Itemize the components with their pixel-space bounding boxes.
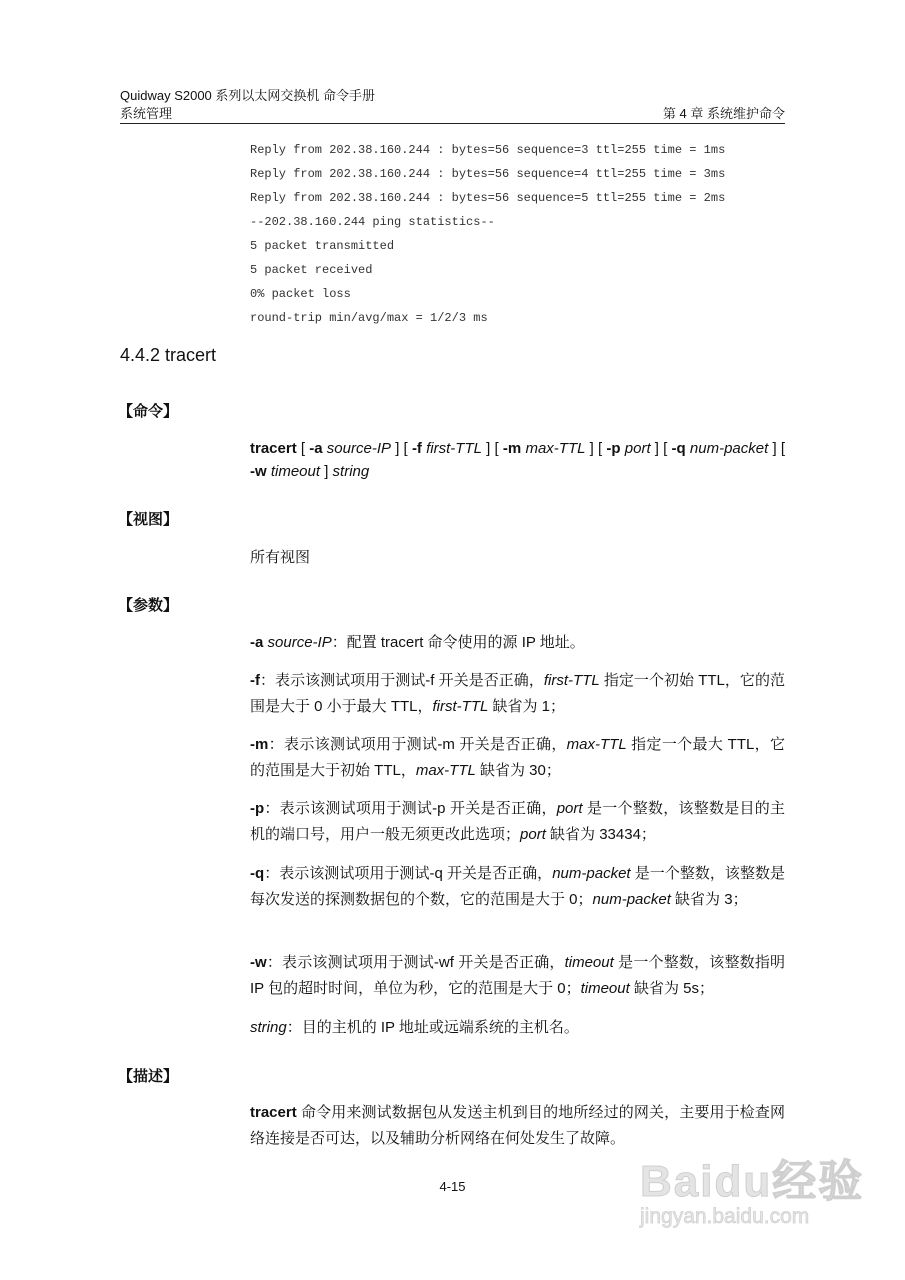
code-line: Reply from 202.38.160.244 : bytes=56 sequence=3 ttl=255 time = 1ms [250, 143, 726, 157]
argument: num-packet [592, 890, 671, 908]
text-segment: ] [320, 463, 333, 480]
code-line: Reply from 202.38.160.244 : bytes=56 sequence=4 ttl=255 time = 3ms [250, 167, 726, 181]
header-chapter: 第 4 章 系统维护命令 [662, 106, 785, 121]
description-text [250, 1100, 785, 1151]
keyword: -m [250, 736, 269, 753]
keyword: -a [309, 440, 323, 457]
code-line: --202.38.160.244 ping statistics-- [250, 215, 495, 229]
code-line: 5 packet transmitted [250, 239, 395, 253]
text-segment: 缺省为 3； [670, 890, 748, 908]
header-title: Quidway S2000 系列以太网交换机 命令手册 [120, 88, 376, 103]
param-f [250, 668, 785, 719]
label-view: 【视图】 [118, 511, 179, 528]
label-params: 【参数】 [118, 597, 179, 614]
label-command: 【命令】 [118, 403, 179, 420]
header-rule [120, 123, 785, 124]
keyword: -w [250, 463, 267, 480]
argument: string [250, 1019, 287, 1036]
text-segment: ] [ [585, 440, 607, 457]
keyword: -f [250, 672, 260, 689]
text-segment: ] [ [481, 440, 503, 457]
text-segment: ：表示该测试项用于测试-m 开关是否正确， [268, 736, 567, 753]
text-segment: 是一个整数，该整数是目的主机的端口号，用户一般无须更改此选项； [250, 800, 785, 843]
argument: max-TTL [415, 761, 476, 779]
view-text: 所有视图 [250, 549, 311, 566]
argument: port [520, 825, 546, 843]
argument: first-TTL [421, 440, 482, 457]
command-syntax [250, 437, 785, 483]
text-segment: ：表示该测试项用于测试-p 开关是否正确， [264, 800, 557, 817]
watermark-brand: Baidu经验 [640, 1157, 865, 1206]
text-segment: [ [296, 440, 310, 457]
text-segment: ：表示该测试项用于测试-f 开关是否正确， [260, 672, 544, 689]
argument: timeout [564, 954, 614, 971]
section-heading: 4.4.2 tracert [120, 345, 217, 365]
argument: max-TTL [566, 736, 627, 753]
keyword: -q [671, 440, 686, 457]
param-p [250, 796, 785, 847]
text-segment: ：表示该测试项用于测试-q 开关是否正确， [264, 865, 553, 882]
code-block [250, 140, 725, 332]
param-string [250, 1015, 785, 1041]
text-segment: 缺省为 5s； [629, 979, 714, 997]
watermark-url: jingyan.baidu.com [640, 1205, 810, 1228]
text-segment: 缺省为 30； [475, 761, 561, 779]
argument: port [620, 440, 651, 457]
param-w [250, 950, 785, 1001]
argument: source-IP [263, 634, 332, 651]
argument: first-TTL [432, 697, 489, 715]
header-section: 系统管理 [120, 106, 173, 121]
page-number: 4-15 [439, 1179, 466, 1194]
param-a [250, 630, 785, 656]
baidu-watermark [640, 1145, 870, 1265]
keyword: -a [250, 634, 264, 651]
text-segment: ：表示该测试项用于测试-wf 开关是否正确， [266, 954, 565, 971]
label-description: 【描述】 [118, 1068, 179, 1085]
argument: max-TTL [521, 440, 586, 457]
keyword: -f [411, 440, 422, 457]
text-segment: 缺省为 1； [488, 697, 566, 715]
argument: timeout [580, 979, 630, 997]
keyword: -q [250, 865, 265, 882]
keyword: -p [250, 800, 265, 817]
text-segment: ：配置 tracert 命令使用的源 IP 地址。 [331, 634, 585, 651]
argument: num-packet [552, 865, 631, 882]
keyword: tracert [250, 1104, 297, 1121]
keyword: -w [250, 954, 267, 971]
text-segment: 指定一个初始 TTL，它的范围是大于 0 小于最大 TTL， [250, 672, 785, 715]
keyword: -m [502, 440, 522, 457]
code-line: 0% packet loss [250, 287, 351, 301]
argument: port [556, 800, 583, 817]
argument: num-packet [685, 440, 769, 457]
param-q [250, 861, 785, 912]
text-segment: 命令用来测试数据包从发送主机到目的地所经过的网关，主要用于检查网络连接是否可达，以及辅助分析网络在何处发生了故障。 [250, 1104, 785, 1147]
keyword: -p [606, 440, 621, 457]
text-segment: ] [ [650, 440, 672, 457]
code-line: round-trip min/avg/max = 1/2/3 ms [250, 311, 488, 325]
keyword: tracert [250, 440, 297, 457]
argument: source-IP [322, 440, 391, 457]
text-segment: ] [ [391, 440, 412, 457]
param-m [250, 732, 785, 783]
argument: first-TTL [543, 672, 600, 689]
text-segment: 是一个整数，该整数是每次发送的探测数据包的个数，它的范围是大于 0； [250, 865, 786, 908]
text-segment: 是一个整数，该整数指明 IP 包的超时时间，单位为秒，它的范围是大于 0； [250, 954, 786, 997]
argument: string [332, 463, 370, 480]
text-segment: 缺省为 33434； [545, 825, 656, 843]
code-line: Reply from 202.38.160.244 : bytes=56 sequence=5 ttl=255 time = 2ms [250, 191, 726, 205]
text-segment: 指定一个最大 TTL，它的范围是大于初始 TTL， [250, 736, 785, 779]
code-line: 5 packet received [250, 263, 373, 277]
text-segment: ：目的主机的 IP 地址或远端系统的主机名。 [286, 1019, 579, 1036]
argument: timeout [266, 463, 321, 480]
text-segment: ] [ [768, 440, 786, 457]
